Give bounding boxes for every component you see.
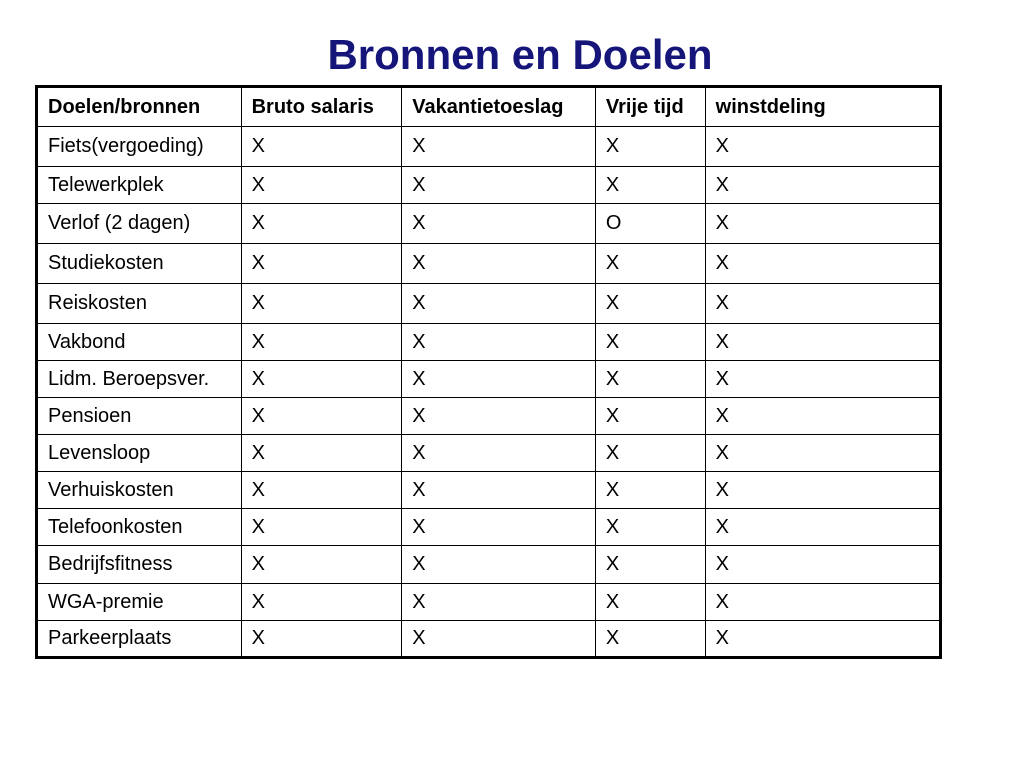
mark-cell: X: [705, 435, 940, 472]
mark-cell: X: [595, 127, 705, 167]
table-row: [37, 244, 941, 284]
table-row: [37, 621, 941, 658]
mark-cell: X: [241, 244, 402, 284]
mark-cell: X: [241, 509, 402, 546]
mark-cell: X: [705, 284, 940, 324]
row-label-cell: Pensioen: [37, 398, 242, 435]
table-row: [37, 509, 941, 546]
mark-cell: X: [402, 509, 596, 546]
mark-cell: X: [402, 167, 596, 204]
header-cell: Doelen/bronnen: [37, 87, 242, 127]
row-label-cell: Verhuiskosten: [37, 472, 242, 509]
table-row: [37, 284, 941, 324]
table-row: [37, 584, 941, 621]
mark-cell: X: [402, 244, 596, 284]
mark-cell: X: [705, 621, 940, 658]
row-label-cell: Bedrijfsfitness: [37, 546, 242, 584]
mark-cell: X: [241, 398, 402, 435]
row-label-cell: Telewerkplek: [37, 167, 242, 204]
table-row: [37, 398, 941, 435]
mark-cell: X: [402, 621, 596, 658]
mark-cell: X: [595, 584, 705, 621]
mark-cell: X: [595, 398, 705, 435]
mark-cell: X: [705, 398, 940, 435]
mark-cell: X: [241, 284, 402, 324]
table-row: [37, 361, 941, 398]
mark-cell: X: [402, 324, 596, 361]
mark-cell: X: [241, 546, 402, 584]
table-row: [37, 472, 941, 509]
table-row: [37, 546, 941, 584]
mark-cell: X: [402, 546, 596, 584]
row-label-cell: Reiskosten: [37, 284, 242, 324]
row-label-cell: Vakbond: [37, 324, 242, 361]
table-row: [37, 127, 941, 167]
mark-cell: X: [705, 361, 940, 398]
mark-cell: O: [595, 204, 705, 244]
mark-cell: X: [705, 324, 940, 361]
mark-cell: X: [705, 509, 940, 546]
table-header-row: [37, 87, 941, 127]
mark-cell: X: [402, 472, 596, 509]
mark-cell: X: [241, 361, 402, 398]
table-body: [37, 87, 941, 658]
mark-cell: X: [595, 546, 705, 584]
table-row: [37, 167, 941, 204]
mark-cell: X: [595, 244, 705, 284]
mark-cell: X: [705, 584, 940, 621]
table-row: [37, 324, 941, 361]
slide-title: Bronnen en Doelen: [327, 31, 713, 78]
mark-cell: X: [595, 361, 705, 398]
row-label-cell: Levensloop: [37, 435, 242, 472]
header-cell: Vakantietoeslag: [402, 87, 596, 127]
row-label-cell: WGA-premie: [37, 584, 242, 621]
header-cell: Bruto salaris: [241, 87, 402, 127]
mark-cell: X: [595, 324, 705, 361]
mark-cell: X: [595, 472, 705, 509]
row-label-cell: Parkeerplaats: [37, 621, 242, 658]
mark-cell: X: [241, 621, 402, 658]
mark-cell: X: [402, 284, 596, 324]
mark-cell: X: [595, 284, 705, 324]
mark-cell: X: [241, 435, 402, 472]
mark-cell: X: [402, 435, 596, 472]
mark-cell: X: [705, 472, 940, 509]
row-label-cell: Fiets(vergoeding): [37, 127, 242, 167]
row-label-cell: Studiekosten: [37, 244, 242, 284]
mark-cell: X: [595, 621, 705, 658]
header-cell: winstdeling: [705, 87, 940, 127]
mark-cell: X: [402, 584, 596, 621]
mark-cell: X: [705, 127, 940, 167]
mark-cell: X: [705, 167, 940, 204]
row-label-cell: Verlof (2 dagen): [37, 204, 242, 244]
mark-cell: X: [595, 509, 705, 546]
mark-cell: X: [241, 584, 402, 621]
mark-cell: X: [705, 204, 940, 244]
mark-cell: X: [595, 435, 705, 472]
mark-cell: X: [241, 472, 402, 509]
mark-cell: X: [241, 204, 402, 244]
table-row: [37, 204, 941, 244]
mark-cell: X: [705, 244, 940, 284]
mark-cell: X: [595, 167, 705, 204]
row-label-cell: Telefoonkosten: [37, 509, 242, 546]
mark-cell: X: [402, 127, 596, 167]
table-row: [37, 435, 941, 472]
mark-cell: X: [402, 204, 596, 244]
sources-goals-table: [35, 85, 942, 659]
mark-cell: X: [241, 127, 402, 167]
mark-cell: X: [241, 167, 402, 204]
header-cell: Vrije tijd: [595, 87, 705, 127]
mark-cell: X: [402, 398, 596, 435]
mark-cell: X: [241, 324, 402, 361]
row-label-cell: Lidm. Beroepsver.: [37, 361, 242, 398]
mark-cell: X: [402, 361, 596, 398]
mark-cell: X: [705, 546, 940, 584]
